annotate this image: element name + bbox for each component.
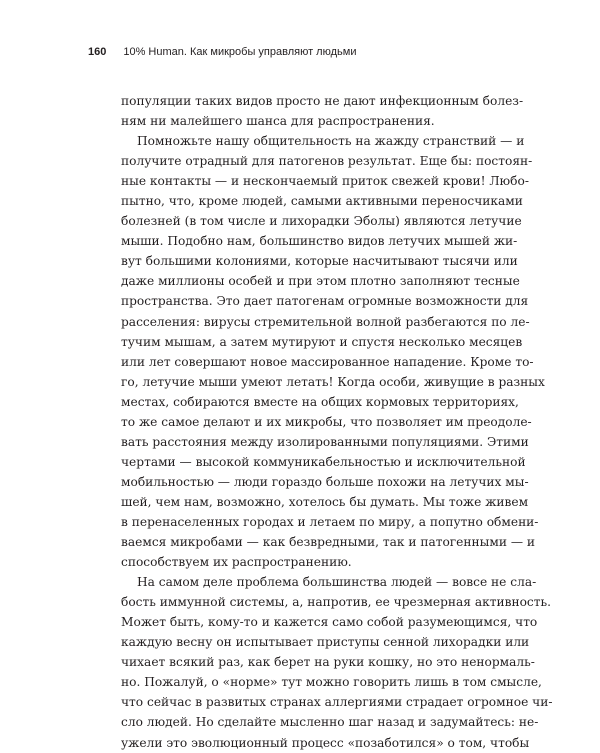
text-line: На самом деле проблема большинства людей — вовсе не сла- <box>137 575 537 590</box>
text-line: болезней (в том числе и лихорадки Эболы) являются летучие <box>121 214 522 229</box>
text-line: местах, собираются вместе на общих кормовых территориях, <box>121 394 519 409</box>
running-header <box>88 46 356 58</box>
text-line: в перенаселенных городах и летаем по миру, а попутно обмени- <box>121 514 539 529</box>
text-line: го, летучие мыши умеют летать! Когда особи, живущие в разных <box>121 374 545 389</box>
text-line: расселения: вирусы стремительной волной разбегаются по ле- <box>121 314 530 329</box>
text-line: мобильностью — люди гораздо больше похожи на летучих мы- <box>121 474 529 489</box>
text-line: бость иммунной системы, а, напротив, ее чрезмерная активность. <box>121 595 551 610</box>
text-line: вут большими колониями, которые насчитывают тысячи или <box>121 254 518 269</box>
text-line: Может быть, кому-то и кажется само собой разумеющимся, что <box>121 615 538 630</box>
text-line: или лет совершают новое массированное нападение. Кроме то- <box>121 354 534 369</box>
text-line: ням ни малейшего шанса для распространения. <box>121 114 435 129</box>
text-line: чихает всякий раз, как берет на руки кошку, но это ненормаль- <box>121 655 535 670</box>
text-line: получите отрадный для патогенов результат. Еще бы: постоян- <box>121 154 533 169</box>
text-line: ные контакты — и нескончаемый приток свежей крови! Любо- <box>121 174 529 189</box>
text-line: что сейчас в развитых странах аллергиями страдает огромное чи- <box>121 695 553 710</box>
text-line: тучим мышам, а затем мутируют и спустя несколько месяцев <box>121 334 523 349</box>
text-line: каждую весну он испытывает приступы сенной лихорадки или <box>121 635 530 650</box>
page-number: 160 <box>88 46 107 58</box>
text-line: чертами — высокой коммуникабельностью и исключительной <box>121 454 526 469</box>
text-line: мыши. Подобно нам, большинство видов летучих мышей жи- <box>121 234 518 249</box>
text-line: вать расстояния между изолированными популяциями. Этими <box>121 434 529 449</box>
text-line: ваемся микробами — как безвредными, так и патогенными — и <box>121 535 536 550</box>
text-line: даже миллионы особей и при этом плотно заполняют тесные <box>121 274 520 289</box>
text-line: пространства. Это дает патогенам огромные возможности для <box>121 294 529 309</box>
text-line: то же самое делают и их микробы, что позволяет им преодоле- <box>121 414 532 429</box>
text-line: сло людей. Но сделайте мысленно шаг назад и задумайтесь: не- <box>121 715 539 730</box>
text-line: но. Пожалуй, о «норме» тут можно говорить лишь в том смысле, <box>121 675 542 690</box>
text-line: ужели это эволюционный процесс «позаботился» о том, чтобы <box>121 735 530 750</box>
body-text <box>121 91 553 753</box>
text-line: пытно, что, кроме людей, самыми активными переносчиками <box>121 194 523 209</box>
text-line: способствуем их распространению. <box>121 555 352 570</box>
text-line: популяции таких видов просто не дают инфекционным болез- <box>121 94 524 108</box>
running-title: 10% Human. Как микробы управляют людьми <box>123 46 357 58</box>
text-line: Помножьте нашу общительность на жажду странствий — и <box>137 134 525 149</box>
text-line: шей, чем нам, возможно, хотелось бы думать. Мы тоже живем <box>121 494 529 509</box>
